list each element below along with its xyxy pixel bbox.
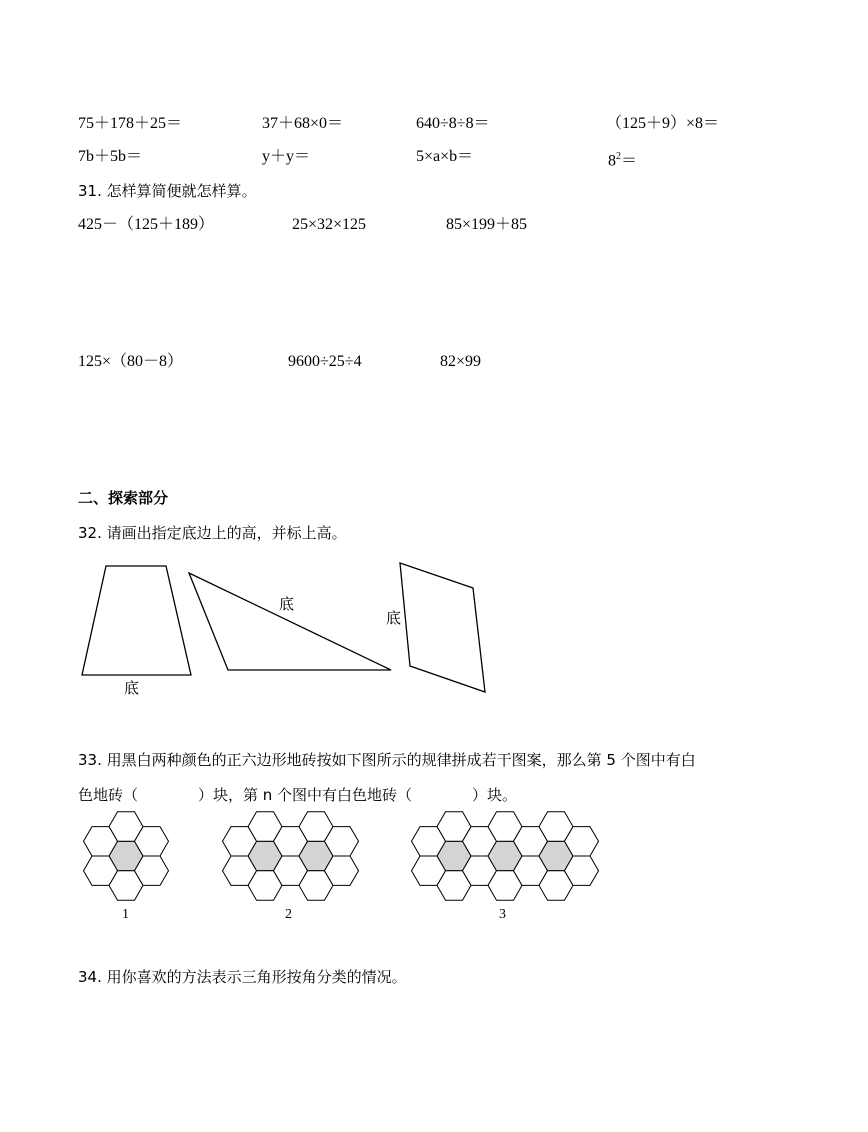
power-base: 8 [608, 152, 616, 170]
triangle-base-label: 底 [279, 595, 295, 613]
q33-line-2: 色地砖（ ）块，第 n 个图中有白色地砖（ ）块。 [78, 786, 518, 804]
q31-expr-6: 82×99 [440, 353, 482, 370]
q31-expr-2: 25×32×125 [292, 216, 367, 233]
calc-2: 37＋68×0＝ [262, 115, 344, 132]
figure-label-2: 2 [285, 907, 292, 922]
q31-expr-3: 85×199＋85 [446, 216, 528, 233]
calc-4: （125＋9）×8＝ [606, 115, 720, 132]
q31-expr-5: 9600÷25÷4 [288, 353, 362, 370]
q32-title: 32. 请画出指定底边上的高，并标上高。 [78, 524, 347, 542]
q33-line-1: 33. 用黑白两种颜色的正六边形地砖按如下图所示的规律拼成若干图案，那么第 5 个图中有白 [78, 751, 696, 769]
calc-1: 75＋178＋25＝ [78, 115, 183, 132]
figure-label-1: 1 [122, 907, 129, 922]
figure-label-3: 3 [499, 907, 506, 922]
power-exponent: 2 [616, 151, 621, 162]
section-heading: 二、探索部分 [78, 489, 169, 507]
calc-6: y＋y＝ [262, 148, 311, 165]
calc-5: 7b＋5b＝ [78, 148, 143, 165]
parallelogram-base-label: 底 [386, 609, 402, 627]
q31-title: 31. 怎样算简便就怎样算。 [78, 182, 257, 200]
power-equals: ＝ [621, 152, 638, 170]
q31-expr-1: 425－（125＋189） [78, 216, 215, 233]
q31-expr-4: 125×（80－8） [78, 353, 184, 370]
calc-7: 5×a×b＝ [416, 148, 474, 165]
q34-title: 34. 用你喜欢的方法表示三角形按角分类的情况。 [78, 968, 407, 986]
trapezoid-base-label: 底 [124, 679, 140, 697]
calc-3: 640÷8÷8＝ [416, 115, 490, 132]
